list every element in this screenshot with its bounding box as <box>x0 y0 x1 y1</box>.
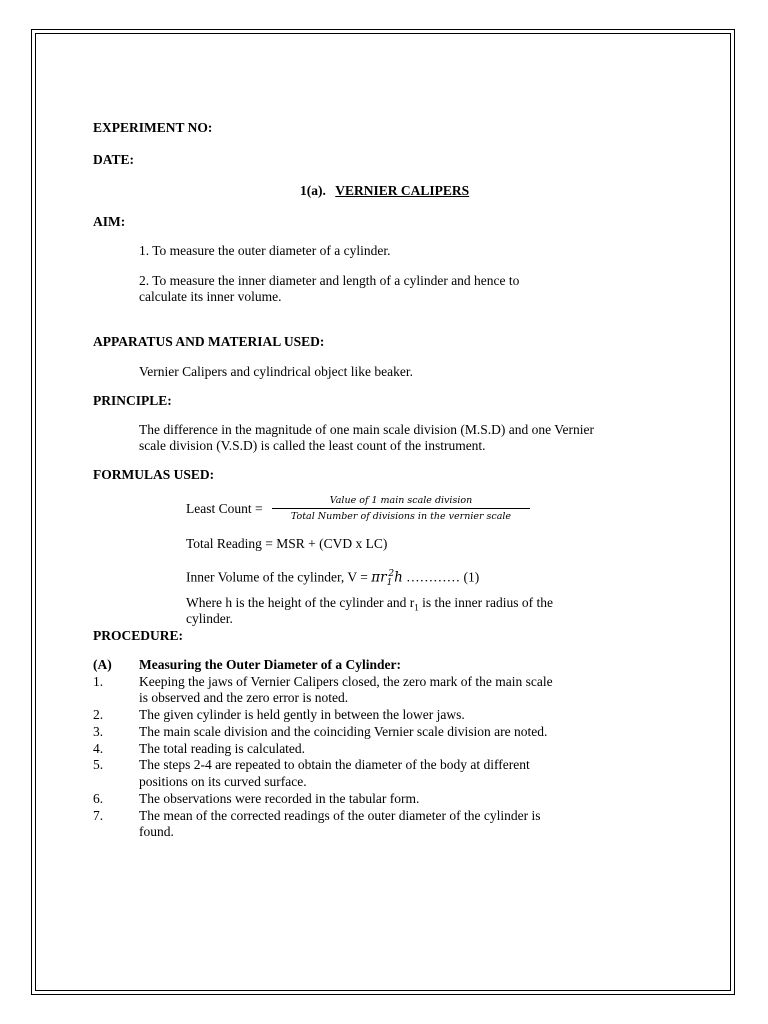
step-text: The steps 2-4 are repeated to obtain the diameter of the body at different <box>139 757 530 772</box>
formulas-heading: FORMULAS USED: <box>93 467 215 482</box>
least-count-fraction <box>272 494 530 523</box>
title-text: VERNIER CALIPERS <box>335 183 470 198</box>
step-number: 6. <box>93 791 104 806</box>
aim-heading: AIM: <box>93 214 126 229</box>
least-count-label: Least Count = <box>186 501 263 516</box>
procedure-section-title: Measuring the Outer Diameter of a Cylinder: <box>139 657 401 672</box>
where-text-a: Where h is the height of the cylinder and r <box>186 595 415 610</box>
step-number: 5. <box>93 757 104 772</box>
apparatus-heading: APPARATUS AND MATERIAL USED: <box>93 334 325 349</box>
procedure-section-label: (A) <box>93 657 112 672</box>
fraction-numerator: Value of 1 main scale division <box>329 495 473 506</box>
step-text: The given cylinder is held gently in between the lower jaws. <box>139 707 465 722</box>
fraction-denominator: Total Number of divisions in the vernier scale <box>290 511 512 522</box>
aim-item-1: 1. To measure the outer diameter of a cylinder. <box>139 243 391 258</box>
fraction-bar <box>272 508 530 509</box>
principle-line-1: The difference in the magnitude of one main scale division (M.S.D) and one Vernier <box>139 422 594 437</box>
where-line-2: cylinder. <box>186 611 233 626</box>
step-text: positions on its curved surface. <box>139 774 307 789</box>
volume-subscript: 1 <box>386 578 393 589</box>
step-number: 1. <box>93 674 104 689</box>
total-reading-formula: Total Reading = MSR + (CVD x LC) <box>186 536 388 551</box>
step-text: is observed and the zero error is noted. <box>139 690 349 705</box>
step-text: The mean of the corrected readings of the outer diameter of the cylinder is <box>139 808 541 823</box>
experiment-no-label: EXPERIMENT NO: <box>93 120 213 135</box>
step-text: Keeping the jaws of Vernier Calipers closed, the zero mark of the main scale <box>139 674 553 689</box>
volume-equation-ref: ………… (1) <box>406 569 480 585</box>
step-text: The observations were recorded in the tabular form. <box>139 791 420 806</box>
volume-h: h <box>394 569 403 586</box>
aim-item-2-line-1: 2. To measure the inner diameter and length of a cylinder and hence to <box>139 273 520 288</box>
procedure-heading: PROCEDURE: <box>93 628 183 643</box>
where-line-1 <box>186 595 553 616</box>
title-number: 1(a). <box>300 183 326 198</box>
step-number: 3. <box>93 724 104 739</box>
where-subscript: 1 <box>414 602 419 613</box>
volume-formula <box>186 566 479 591</box>
step-text: The total reading is calculated. <box>139 741 306 756</box>
page-title <box>300 183 469 199</box>
principle-line-2: scale division (V.S.D) is called the least count of the instrument. <box>139 438 486 453</box>
volume-pi-r: πr <box>371 569 387 586</box>
volume-superscript: 2 <box>388 569 395 579</box>
step-number: 2. <box>93 707 104 722</box>
aim-item-2-line-2: calculate its inner volume. <box>139 289 282 304</box>
step-text: The main scale division and the coinciding Vernier scale division are noted. <box>139 724 548 739</box>
principle-heading: PRINCIPLE: <box>93 393 172 408</box>
step-text: found. <box>139 824 174 839</box>
step-number: 4. <box>93 741 104 756</box>
date-label: DATE: <box>93 152 135 167</box>
volume-label: Inner Volume of the cylinder, V = <box>186 569 368 585</box>
step-number: 7. <box>93 808 104 823</box>
apparatus-text: Vernier Calipers and cylindrical object like beaker. <box>139 364 414 379</box>
where-text-b: is the inner radius of the <box>418 595 554 610</box>
